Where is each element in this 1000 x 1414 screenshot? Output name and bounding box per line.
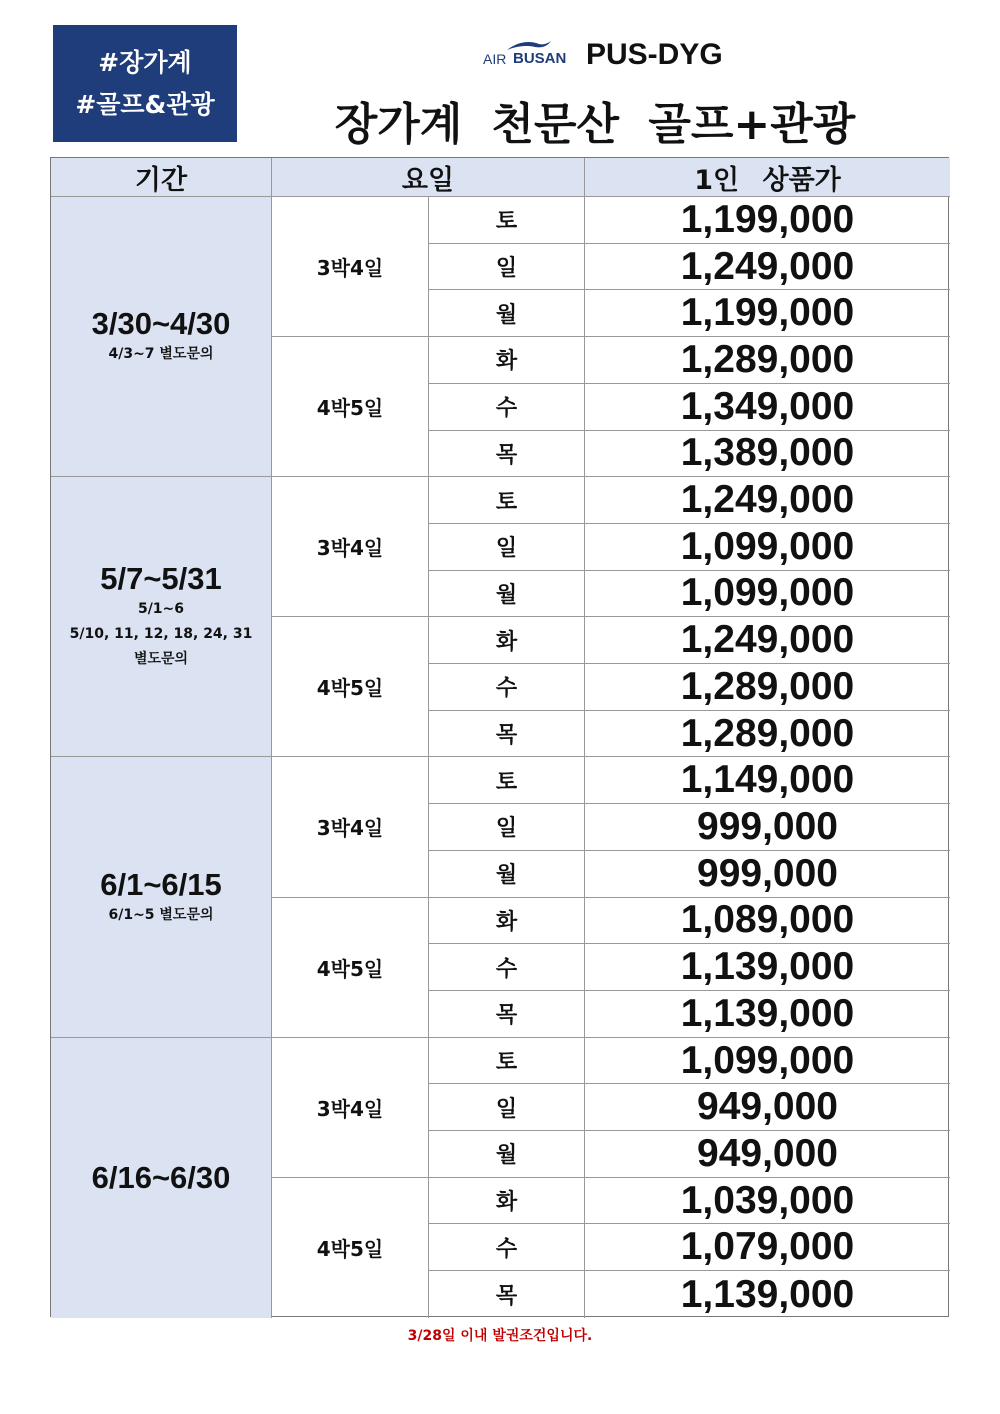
header-price: 1인 상품가 <box>585 158 950 197</box>
price-cell: 1,349,000 <box>585 384 950 431</box>
period-range: 5/7~5/31 <box>100 561 222 597</box>
weekday-cell: 월 <box>429 851 585 898</box>
logo-busan-text: BUSAN <box>513 50 567 67</box>
weekday-cell: 일 <box>429 244 585 291</box>
weekday-cell: 수 <box>429 1224 585 1271</box>
weekday-cell: 수 <box>429 944 585 991</box>
price-cell: 1,149,000 <box>585 757 950 804</box>
period-note: 5/10, 11, 12, 18, 24, 31 <box>69 626 253 643</box>
price-cell: 1,289,000 <box>585 711 950 758</box>
price-cell: 1,199,000 <box>585 290 950 337</box>
price-cell: 1,099,000 <box>585 1038 950 1085</box>
duration-cell: 4박5일 <box>272 1178 429 1318</box>
period-note: 6/1~5 별도문의 <box>108 906 214 923</box>
price-cell: 1,099,000 <box>585 571 950 618</box>
header-period: 기간 <box>51 158 272 197</box>
weekday-cell: 수 <box>429 384 585 431</box>
duration-cell: 4박5일 <box>272 898 429 1038</box>
price-cell: 999,000 <box>585 851 950 898</box>
page-title: 장가계 천문산 골프+관광 <box>334 99 856 150</box>
period-cell <box>51 1038 272 1318</box>
price-cell: 1,079,000 <box>585 1224 950 1271</box>
price-cell: 1,039,000 <box>585 1178 950 1225</box>
weekday-cell: 일 <box>429 804 585 851</box>
air-busan-logo <box>483 38 573 68</box>
price-cell: 1,139,000 <box>585 944 950 991</box>
period-range: 3/30~4/30 <box>91 306 231 342</box>
price-cell: 1,249,000 <box>585 244 950 291</box>
price-cell: 1,139,000 <box>680 1272 855 1316</box>
weekday-cell: 토 <box>429 757 585 804</box>
weekday-cell: 토 <box>429 197 585 244</box>
price-cell: 949,000 <box>585 1084 950 1131</box>
weekday-cell: 월 <box>429 1131 585 1178</box>
period-range: 6/16~6/30 <box>91 1159 231 1195</box>
weekday-cell: 화 <box>429 1178 585 1225</box>
price-cell: 1,289,000 <box>585 664 950 711</box>
price-cell: 949,000 <box>585 1131 950 1178</box>
hashtag-box <box>53 25 237 142</box>
duration-cell: 3박4일 <box>272 757 429 897</box>
weekday-cell: 일 <box>429 524 585 571</box>
weekday-cell: 화 <box>429 898 585 945</box>
weekday-cell: 목 <box>429 991 585 1038</box>
price-cell: 1,199,000 <box>585 197 950 244</box>
period-range: 6/1~6/15 <box>100 866 222 902</box>
weekday-cell: 화 <box>429 617 585 664</box>
header-days: 요일 <box>272 158 585 197</box>
price-table <box>50 157 949 1317</box>
weekday-cell: 수 <box>429 664 585 711</box>
price-cell: 1,249,000 <box>585 617 950 664</box>
weekday-cell: 월 <box>429 571 585 618</box>
period-cell <box>51 197 272 477</box>
price-cell: 1,249,000 <box>585 477 950 524</box>
duration-cell: 4박5일 <box>272 617 429 757</box>
price-cell: 1,099,000 <box>585 524 950 571</box>
duration-cell: 3박4일 <box>272 197 429 337</box>
weekday-cell: 토 <box>429 477 585 524</box>
ticketing-condition-note: 3/28일 이내 발권조건입니다. <box>407 1328 593 1344</box>
weekday-cell: 화 <box>429 337 585 384</box>
period-cell <box>51 757 272 1037</box>
period-cell <box>51 477 272 757</box>
logo-air-text: AIR <box>483 51 507 67</box>
duration-cell: 3박4일 <box>272 1038 429 1178</box>
period-note: 별도문의 <box>133 651 189 668</box>
route-code: PUS-DYG <box>586 38 723 71</box>
price-cell: 1,139,000 <box>585 991 950 1038</box>
price-cell: 999,000 <box>585 804 950 851</box>
price-cell: 1,389,000 <box>585 431 950 478</box>
hashtag-theme: #골프&관광 <box>75 89 215 119</box>
weekday-cell: 토 <box>429 1038 585 1085</box>
hashtag-destination: #장가계 <box>98 47 192 77</box>
price-cell: 1,089,000 <box>585 898 950 945</box>
period-note: 5/1~6 <box>137 601 185 618</box>
weekday-cell: 목 <box>429 431 585 478</box>
period-note: 4/3~7 별도문의 <box>108 346 214 363</box>
weekday-cell: 월 <box>429 290 585 337</box>
weekday-cell: 일 <box>429 1084 585 1131</box>
weekday-cell: 목 <box>429 711 585 758</box>
weekday-cell: 목 <box>429 1271 585 1318</box>
duration-cell: 4박5일 <box>272 337 429 477</box>
price-cell: 1,289,000 <box>585 337 950 384</box>
duration-cell: 3박4일 <box>272 477 429 617</box>
